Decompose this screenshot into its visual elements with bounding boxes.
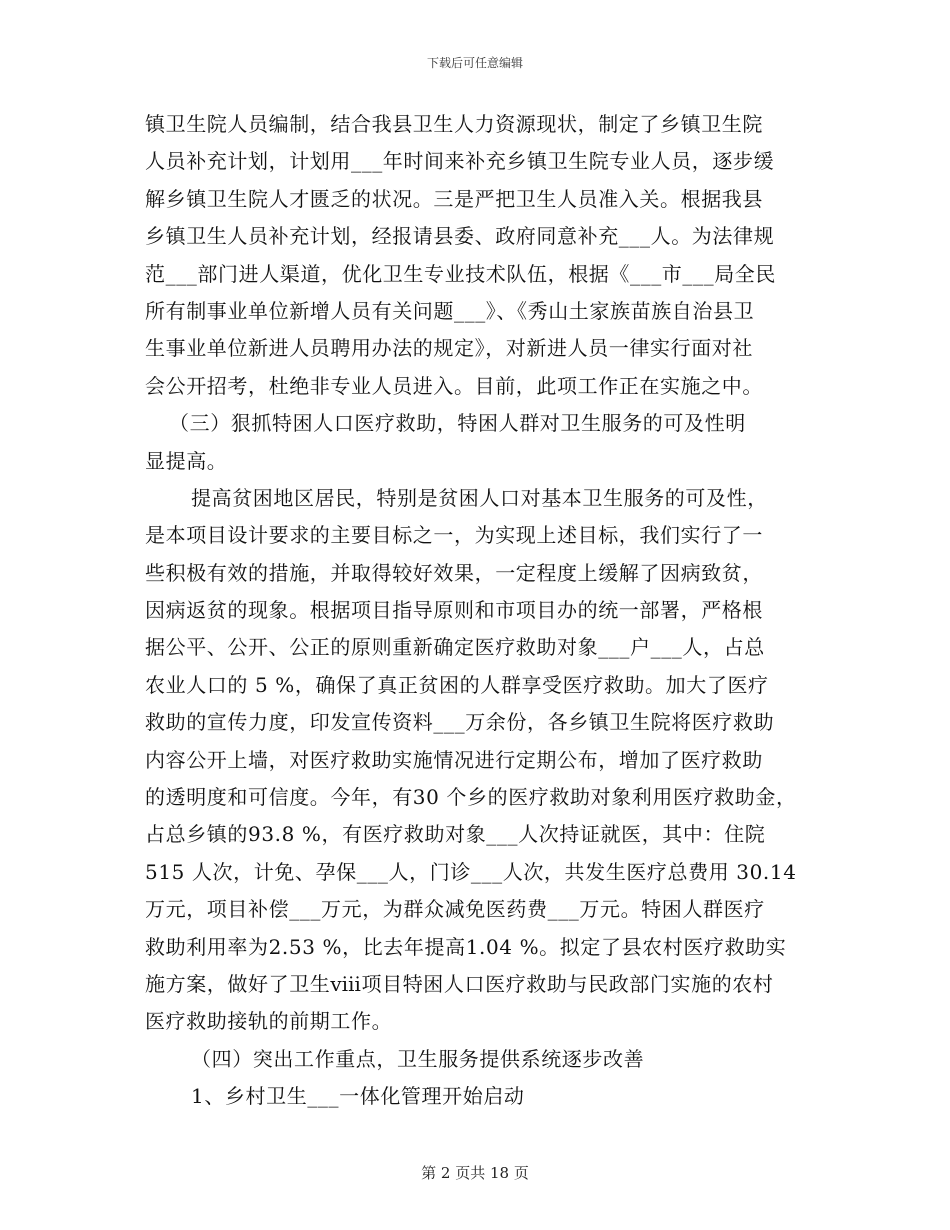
body-line: 施方案，做好了卫生ⅷ项目特困人口医疗救助与民政部门实施的农村 (145, 971, 774, 996)
section-heading-line: 显提高。 (145, 448, 228, 473)
body-line: 的透明度和可信度。今年，有30 个乡的医疗救助对象利用医疗救助金， (145, 785, 797, 810)
page-header: 下载后可任意编辑 (426, 56, 523, 70)
section-heading-line: （三）狠抓特困人口医疗救助，特困人群对卫生服务的可及性明 (169, 411, 746, 436)
body-line: 内容公开上墙，对医疗救助实施情况进行定期公布，增加了医疗救助 (145, 747, 763, 772)
body-line: 占总乡镇的93.8 %，有医疗救助对象___人次持证就医，其中：住院 (145, 822, 766, 847)
document-body (145, 106, 825, 1116)
body-line: 范___部门进人渠道，优化卫生专业技术队伍，根据《___市___局全民 (145, 261, 776, 286)
body-line: 镇卫生院人员编制，结合我县卫生人力资源现状，制定了乡镇卫生院 (145, 112, 763, 136)
body-line: 农业人口的 5 %，确保了真正贫困的人群享受医疗救助。加大了医疗 (145, 672, 769, 697)
body-line: 所有制事业单位新增人员有关问题___》、《秀山土家族苗族自治县卫 (145, 298, 755, 323)
body-line: 会公开招考，杜绝非专业人员进入。目前，此项工作正在实施之中。 (145, 373, 763, 398)
body-line: 乡镇卫生人员补充计划，经报请县委、政府同意补充___人。为法律规 (145, 224, 775, 249)
body-line: 救助利用率为2.53 %，比去年提高1.04 %。拟定了县农村医疗救助实 (145, 934, 787, 959)
section-heading-line: （四）突出工作重点，卫生服务提供系统逐步改善 (191, 1046, 645, 1071)
body-line: 因病返贫的现象。根据项目指导原则和市项目办的统一部署，严格根 (145, 598, 763, 623)
body-line: 人员补充计划，计划用___年时间来补充乡镇卫生院专业人员，逐步缓 (145, 149, 775, 174)
body-line: 万元，项目补偿___万元，为群众减免医药费___万元。特困人群医疗 (145, 897, 765, 922)
body-line: 是本项目设计要求的主要目标之一，为实现上述目标，我们实行了一 (145, 523, 763, 548)
paragraph-first-line: 提高贫困地区居民，特别是贫困人口对基本卫生服务的可及性， (191, 485, 768, 510)
body-line: 医疗救助接轨的前期工作。 (145, 1009, 393, 1034)
body-line: 些积极有效的措施，并取得较好效果，一定程度上缓解了因病致贫， (145, 560, 763, 585)
page-footer: 第 2 页共 18 页 (421, 1164, 529, 1182)
subsection-heading-line: 1、乡村卫生___一体化管理开始启动 (191, 1084, 525, 1109)
body-line: 据公平、公开、公正的原则重新确定医疗救助对象___户___人，占总 (145, 635, 765, 660)
body-line: 515 人次，计免、孕保___人，门诊___人次，共发生医疗总费用 30.14 (145, 859, 797, 884)
body-line: 解乡镇卫生院人才匮乏的状况。三是严把卫生人员准入关。根据我县 (145, 186, 763, 211)
body-line: 生事业单位新进人员聘用办法的规定》，对新进人员一律实行面对社 (145, 336, 753, 361)
body-line: 救助的宣传力度，印发宣传资料___万余份，各乡镇卫生院将医疗救助 (145, 710, 775, 735)
